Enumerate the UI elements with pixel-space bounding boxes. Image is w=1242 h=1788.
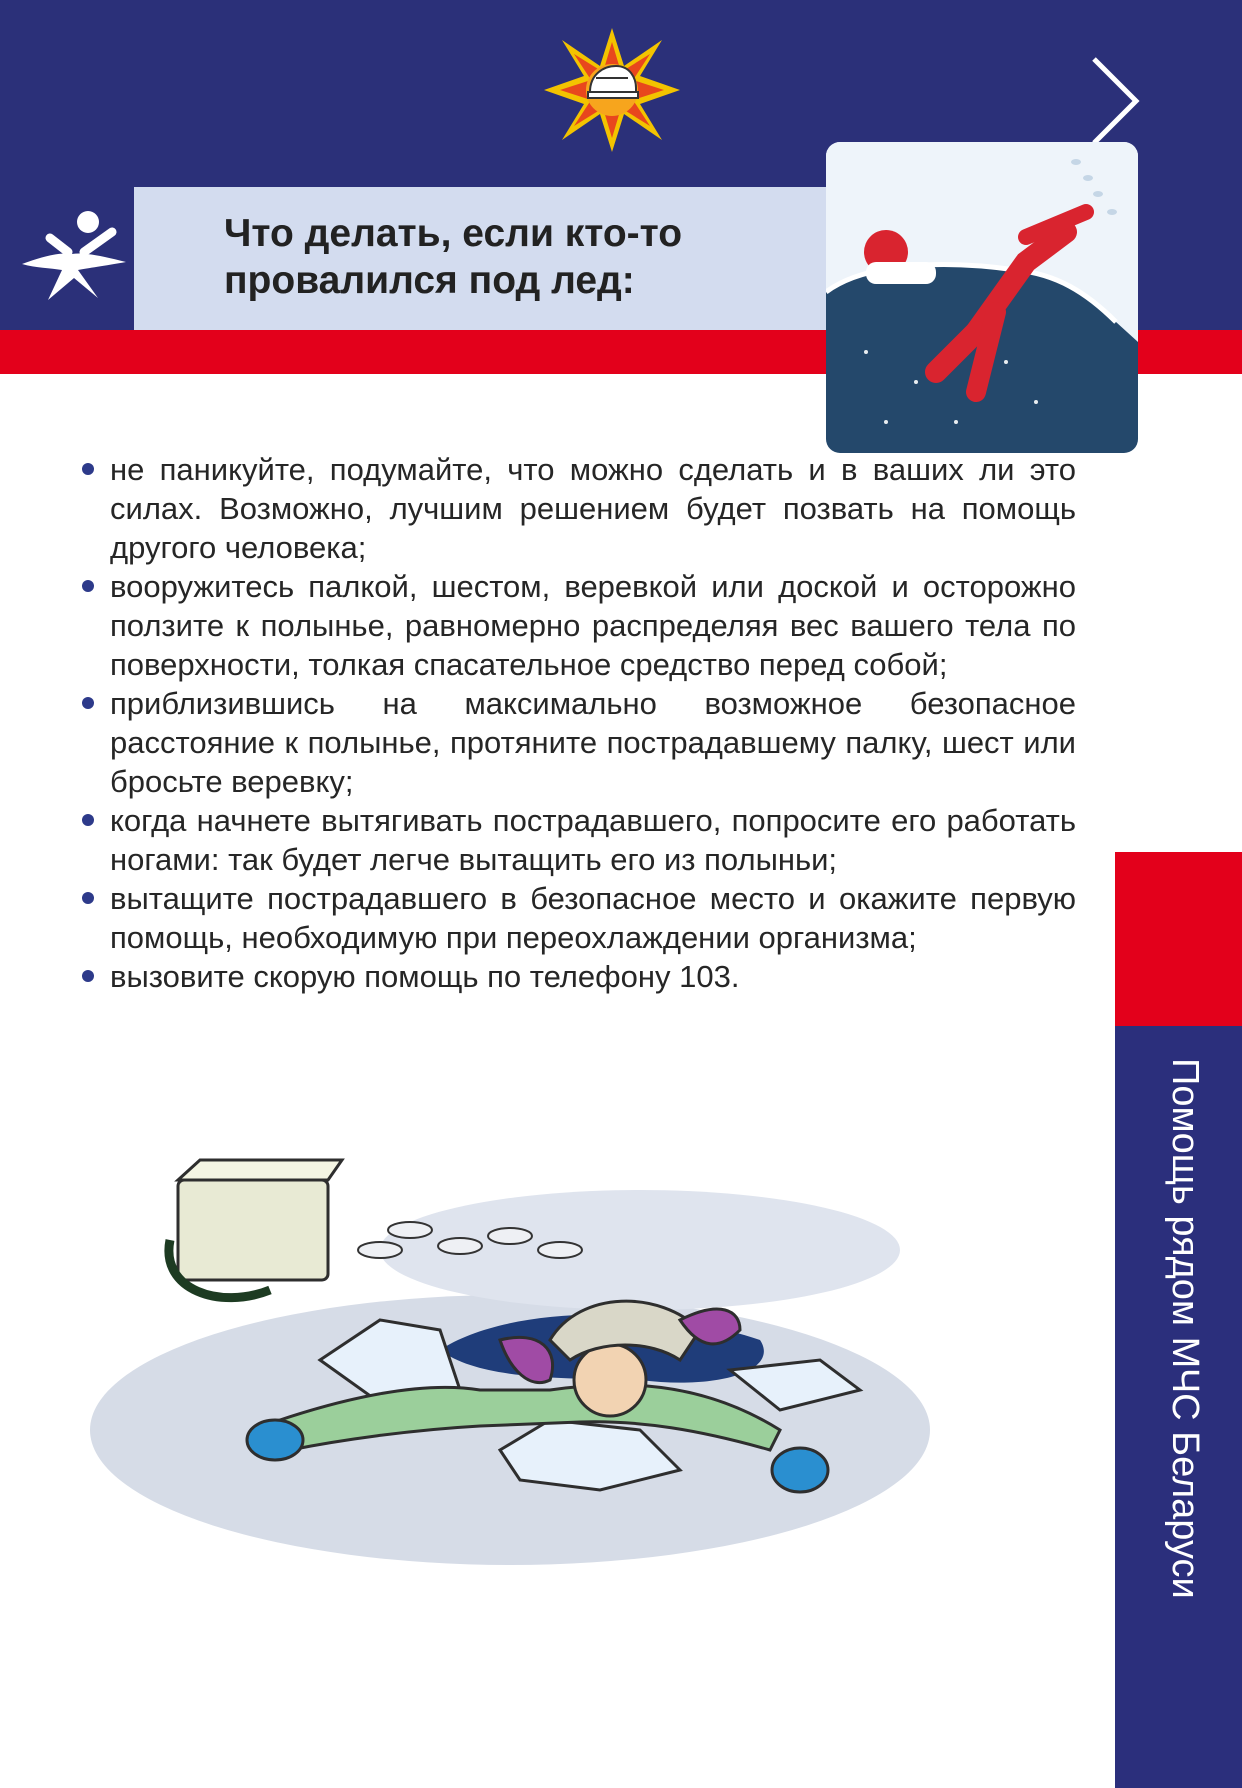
- title-line-2: провалился под лед:: [224, 259, 635, 302]
- list-item: приблизившись на максимально возможное безопасное расстояние к полынье, протяните пострадавшему палку, шест или бросьте веревку;: [80, 684, 1076, 801]
- bullet-icon: [82, 697, 94, 709]
- bullet-icon: [82, 970, 94, 982]
- rescue-illustration: [80, 1150, 980, 1570]
- instructions-list: [80, 450, 1076, 996]
- mchs-emblem-icon: [544, 28, 680, 152]
- bullet-icon: [82, 814, 94, 826]
- list-item: когда начнете вытягивать пострадавшего, попросите его работать ногами: так будет легче вытащить его из полыньи;: [80, 801, 1076, 879]
- title-line-1: Что делать, если кто-то: [224, 212, 683, 255]
- side-tab-label: Помощь рядом МЧС Беларуси: [1164, 1058, 1206, 1599]
- side-tab-red: [1115, 852, 1242, 1026]
- swimmer-icon: [14, 208, 132, 304]
- list-item: вызовите скорую помощь по телефону 103.: [80, 957, 1076, 996]
- list-item: вытащите пострадавшего в безопасное место и окажите первую помощь, необходимую при переохлаждении организма;: [80, 879, 1076, 957]
- bullet-icon: [82, 463, 94, 475]
- ice-fall-illustration: [826, 142, 1138, 453]
- page-title: [224, 210, 784, 304]
- bullet-icon: [82, 892, 94, 904]
- list-item: не паникуйте, подумайте, что можно сделать и в ваших ли это силах. Возможно, лучшим решением будет позвать на помощь другого человека;: [80, 450, 1076, 567]
- next-chevron-icon[interactable]: [1088, 55, 1142, 147]
- bullet-icon: [82, 580, 94, 592]
- list-item: вооружитесь палкой, шестом, веревкой или доской и осторожно ползите к полынье, равномерно распределяя вес вашего тела по поверхности, толкая спасательное средство перед собой;: [80, 567, 1076, 684]
